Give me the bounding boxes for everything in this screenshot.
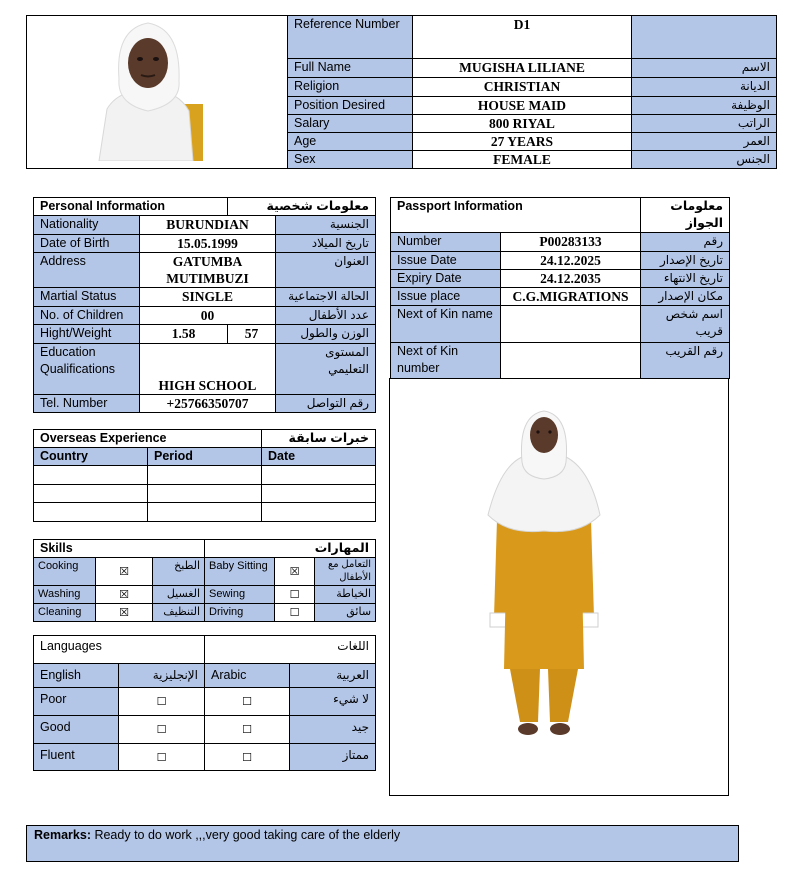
language-english-ar: الإنجليزية	[119, 664, 205, 688]
kin-number-label: Next of Kin number	[391, 343, 501, 379]
full-body-photo-frame	[389, 378, 729, 796]
skill-sewing-checkbox[interactable]: ☐	[275, 586, 315, 604]
skill-sewing-ar: الخياطة	[315, 586, 376, 604]
passport-info-table	[390, 197, 730, 379]
table-cell	[34, 485, 148, 503]
sex-label: Sex	[288, 151, 413, 169]
tel-value: +25766350707	[140, 395, 276, 413]
passport-number-value: P00283133	[501, 233, 641, 252]
issue-date-value: 24.12.2025	[501, 252, 641, 270]
religion-label: Religion	[288, 78, 413, 97]
skill-babysitting-checkbox[interactable]: ☒	[275, 558, 315, 586]
level-poor-arabic-checkbox[interactable]: ☐	[205, 688, 290, 716]
passport-info-title: Passport Information	[391, 198, 641, 233]
reference-number-label: Reference Number	[288, 16, 413, 59]
table-cell	[34, 466, 148, 485]
overseas-col-date: Date	[262, 448, 376, 466]
passport-info-title-ar: معلومات الجواز	[641, 198, 730, 233]
address-line1: GATUMBA	[172, 254, 243, 269]
education-ar: المستوى التعليمي	[276, 344, 376, 395]
remarks-label: Remarks:	[34, 828, 91, 842]
nationality-value: BURUNDIAN	[140, 216, 276, 235]
skill-babysitting-ar: التعامل مع الأطفال	[315, 558, 376, 586]
remarks-text: Ready to do work ,,,very good taking care of the elderly	[90, 828, 401, 842]
level-good-ar: جيد	[290, 716, 376, 744]
full-name-ar: الاسم	[632, 59, 777, 78]
level-good-english-checkbox[interactable]: ☐	[119, 716, 205, 744]
sex-ar: الجنس	[632, 151, 777, 169]
kin-name-label: Next of Kin name	[391, 306, 501, 343]
skills-title-ar: المهارات	[205, 540, 376, 558]
position-value: HOUSE MAID	[413, 97, 632, 115]
skill-driving-checkbox[interactable]: ☐	[275, 604, 315, 622]
passport-number-ar: رقم	[641, 233, 730, 252]
skill-washing-label: Washing	[34, 586, 96, 604]
hight-weight-ar: الوزن والطول	[276, 325, 376, 344]
table-cell	[262, 466, 376, 485]
overseas-title-ar: خبرات سابقة	[262, 430, 376, 448]
issue-place-ar: مكان الإصدار	[641, 288, 730, 306]
level-fluent-label: Fluent	[34, 744, 119, 771]
level-poor-label: Poor	[34, 688, 119, 716]
language-arabic-ar: العربية	[290, 664, 376, 688]
salary-label: Salary	[288, 115, 413, 133]
position-ar: الوظيفة	[632, 97, 777, 115]
table-cell	[34, 503, 148, 522]
skill-cleaning-label: Cleaning	[34, 604, 96, 622]
salary-ar: الراتب	[632, 115, 777, 133]
religion-value: CHRISTIAN	[413, 78, 632, 97]
marital-value: SINGLE	[140, 288, 276, 307]
overseas-col-period: Period	[148, 448, 262, 466]
header-block	[26, 15, 775, 169]
level-fluent-arabic-checkbox[interactable]: ☐	[205, 744, 290, 771]
skill-sewing-label: Sewing	[205, 586, 275, 604]
sex-value: FEMALE	[413, 151, 632, 169]
tel-ar: رقم التواصل	[276, 395, 376, 413]
header-table	[287, 15, 777, 169]
level-fluent-english-checkbox[interactable]: ☐	[119, 744, 205, 771]
expiry-date-value: 24.12.2035	[501, 270, 641, 288]
nationality-label: Nationality	[34, 216, 140, 235]
address-value	[140, 253, 276, 288]
children-ar: عدد الأطفال	[276, 307, 376, 325]
skill-babysitting-label: Baby Sitting	[205, 558, 275, 586]
education-label: Education Qualifications	[34, 344, 140, 395]
skill-cleaning-ar: التنظيف	[153, 604, 205, 622]
full-name-label: Full Name	[288, 59, 413, 78]
marital-label: Martial Status	[34, 288, 140, 307]
age-value: 27 YEARS	[413, 133, 632, 151]
address-line2: MUTIMBUZI	[166, 271, 249, 286]
full-name-value: MUGISHA LILIANE	[413, 59, 632, 78]
languages-title: Languages	[34, 636, 205, 664]
religion-ar: الديانة	[632, 78, 777, 97]
level-poor-english-checkbox[interactable]: ☐	[119, 688, 205, 716]
address-label: Address	[34, 253, 140, 288]
hight-weight-label: Hight/Weight	[34, 325, 140, 344]
skill-cooking-checkbox[interactable]: ☒	[96, 558, 153, 586]
skill-cooking-ar: الطبخ	[153, 558, 205, 586]
skill-driving-ar: سائق	[315, 604, 376, 622]
dob-label: Date of Birth	[34, 235, 140, 253]
children-value: 00	[140, 307, 276, 325]
tel-label: Tel. Number	[34, 395, 140, 413]
personal-info-title-ar: معلومات شخصية	[228, 198, 376, 216]
salary-value: 800 RIYAL	[413, 115, 632, 133]
issue-place-value: C.G.MIGRATIONS	[501, 288, 641, 306]
table-cell	[262, 503, 376, 522]
level-good-arabic-checkbox[interactable]: ☐	[205, 716, 290, 744]
education-value: HIGH SCHOOL	[140, 344, 276, 395]
level-good-label: Good	[34, 716, 119, 744]
skill-washing-ar: الغسيل	[153, 586, 205, 604]
overseas-experience-table	[33, 429, 376, 522]
full-body-photo	[480, 407, 608, 752]
kin-number-value	[501, 343, 641, 379]
table-cell	[148, 466, 262, 485]
children-label: No. of Children	[34, 307, 140, 325]
kin-name-value	[501, 306, 641, 343]
passport-number-label: Number	[391, 233, 501, 252]
issue-place-label: Issue place	[391, 288, 501, 306]
remarks-box	[26, 825, 739, 862]
level-poor-ar: لا شيء	[290, 688, 376, 716]
expiry-date-label: Expiry Date	[391, 270, 501, 288]
languages-title-ar: اللغات	[205, 636, 376, 664]
nationality-ar: الجنسية	[276, 216, 376, 235]
address-ar: العنوان	[276, 253, 376, 288]
skills-title: Skills	[34, 540, 205, 558]
language-arabic-label: Arabic	[205, 664, 290, 688]
personal-info-title: Personal Information	[34, 198, 228, 216]
table-cell	[148, 485, 262, 503]
skill-cooking-label: Cooking	[34, 558, 96, 586]
kin-number-ar: رقم القريب	[641, 343, 730, 379]
reference-number-ar	[632, 16, 777, 59]
expiry-date-ar: تاريخ الانتهاء	[641, 270, 730, 288]
dob-ar: تاريخ الميلاد	[276, 235, 376, 253]
height-value: 1.58	[140, 325, 228, 344]
issue-date-ar: تاريخ الإصدار	[641, 252, 730, 270]
level-fluent-ar: ممتاز	[290, 744, 376, 771]
overseas-col-country: Country	[34, 448, 148, 466]
weight-value: 57	[228, 325, 276, 344]
skill-cleaning-checkbox[interactable]: ☒	[96, 604, 153, 622]
reference-number-value: D1	[413, 16, 632, 59]
kin-name-ar: اسم شخص قريب	[641, 306, 730, 343]
skill-driving-label: Driving	[205, 604, 275, 622]
age-ar: العمر	[632, 133, 777, 151]
languages-table	[33, 635, 376, 771]
age-label: Age	[288, 133, 413, 151]
table-cell	[262, 485, 376, 503]
table-cell	[148, 503, 262, 522]
portrait-photo	[89, 19, 207, 161]
personal-info-table	[33, 197, 376, 413]
skills-table	[33, 539, 376, 622]
skill-washing-checkbox[interactable]: ☒	[96, 586, 153, 604]
issue-date-label: Issue Date	[391, 252, 501, 270]
overseas-title: Overseas Experience	[34, 430, 262, 448]
language-english-label: English	[34, 664, 119, 688]
marital-ar: الحالة الاجتماعية	[276, 288, 376, 307]
position-label: Position Desired	[288, 97, 413, 115]
dob-value: 15.05.1999	[140, 235, 276, 253]
